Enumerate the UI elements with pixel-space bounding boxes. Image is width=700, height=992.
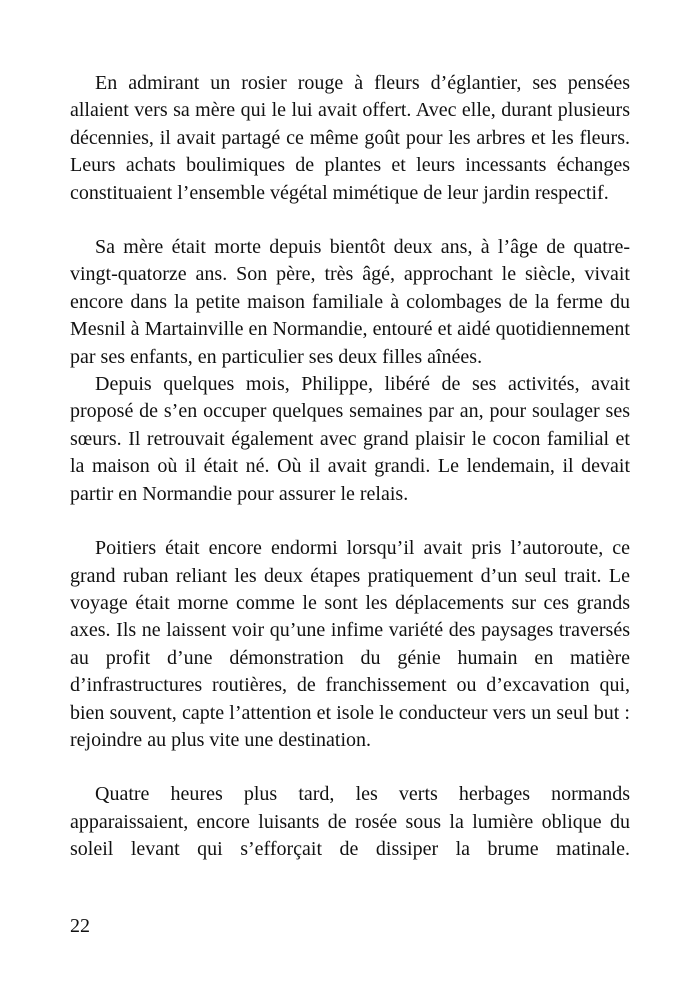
- paragraph-normandie: Quatre heures plus tard, les verts herbages normands apparaissaient, encore luisants de rosée sous la lumière oblique du soleil levant qui s’efforçait de dissiper la brume matinale.: [70, 783, 630, 861]
- body-text: [70, 70, 630, 864]
- page-number: 22: [70, 915, 90, 937]
- paragraph-rosier: En admirant un rosier rouge à fleurs d’églantier, ses pensées allaient vers sa mère qui le lui avait offert. Avec elle, durant plusieurs décennies, il avait partagé ce même goût pour les arbres et les fleurs. Leurs achats boulimiques de plantes et leurs incessants échanges constituaient l’ensemble végétal mimétique de leur jardin respectif.: [70, 72, 630, 204]
- paragraph-poitiers: Poitiers était encore endormi lorsqu’il avait pris l’autoroute, ce grand ruban reliant les deux étapes pratiquement d’un seul trait. Le voyage était morne comme le sont les déplacements sur ces grands axes. Ils ne laissent voir qu’une infime variété des paysages traversés au profit d’une démonstration du génie humain en matière d’infrastructures routières, de franchissement ou d’excavation qui, bien souvent, capte l’attention et isole le conducteur vers un seul but : rejoindre au plus vite une destination.: [70, 537, 630, 751]
- paragraph-mere: Sa mère était morte depuis bientôt deux ans, à l’âge de quatre-vingt-quatorze ans. Son père, très âgé, approchant le siècle, vivait encore dans la petite maison familiale à colombages de la ferme du Mesnil à Martainville en Normandie, entouré et aidé quotidiennement par ses enfants, en particulier ses deux filles aînées.: [70, 236, 630, 368]
- paragraph-philippe: Depuis quelques mois, Philippe, libéré de ses activités, avait proposé de s’en occuper quelques semaines par an, pour soulager ses sœurs. Il retrouvait également avec grand plaisir le cocon familial et la maison où il était né. Où il avait grandi. Le lendemain, il devait partir en Normandie pour assurer le relais.: [70, 373, 630, 505]
